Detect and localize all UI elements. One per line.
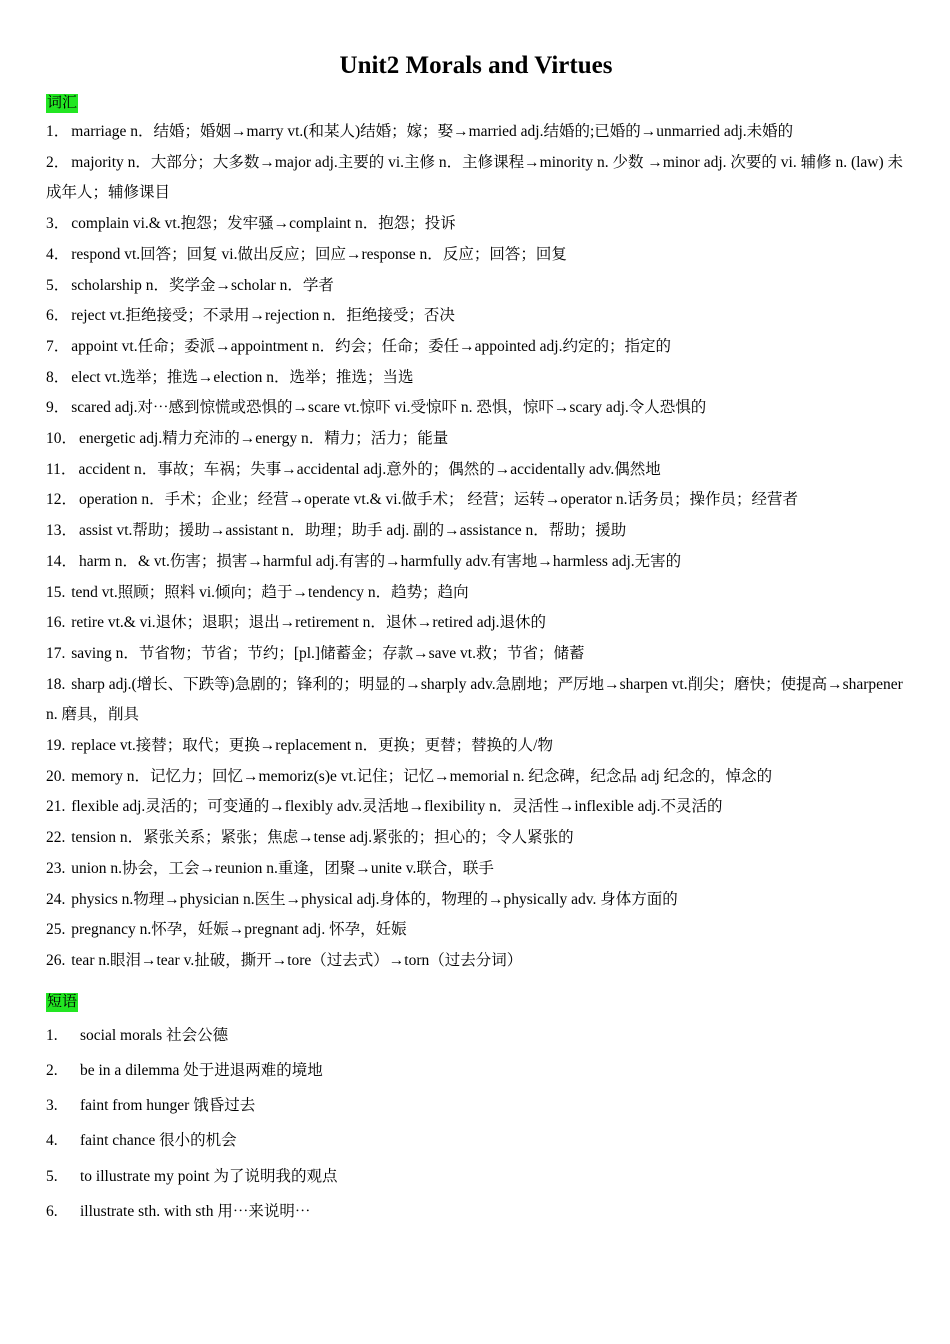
vocab-item-text: physics n.物理→physician n.医生→physical adj.身体的，物理的→physically adv. 身体方面的: [71, 890, 678, 908]
phrase-item: [46, 1159, 906, 1194]
vocab-item-number: 18.: [46, 675, 70, 693]
vocab-item-number: 10．: [46, 430, 78, 448]
phrase-list: [46, 1018, 906, 1229]
vocab-item: [46, 915, 906, 946]
vocab-item: [46, 209, 906, 240]
vocab-item-text: flexible adj.灵活的；可变通的→flexibly adv.灵活地→flexibility n．灵活性→inflexible adj.不灵活的: [71, 798, 723, 816]
vocab-item-number: 9．: [46, 399, 70, 417]
vocab-item-number: 8．: [46, 368, 70, 386]
vocab-section-tag: 词汇: [47, 95, 78, 111]
vocab-item-number: 16.: [46, 614, 70, 632]
vocab-item-number: 2．: [46, 153, 70, 171]
vocab-item-number: 3．: [46, 215, 70, 233]
vocab-item-text: majority n．大部分；大多数→major adj.主要的 vi.主修 n．主修课程→minority n. 少数 →minor adj. 次要的 vi. 辅修 n. (law) 未成年人；辅修课目: [46, 153, 904, 202]
vocab-item-number: 11．: [46, 460, 77, 478]
vocab-item: [46, 271, 906, 302]
vocab-list: [46, 117, 906, 977]
vocab-item-number: 20.: [46, 767, 70, 785]
vocab-item-number: 14．: [46, 552, 78, 570]
vocab-item-number: 7．: [46, 337, 70, 355]
vocab-item-text: operation n．手术；企业；经营→operate vt.& vi.做手术； 经营；运转→operator n.话务员；操作员；经营者: [79, 491, 798, 509]
vocab-item-text: assist vt.帮助；援助→assistant n．助理；助手 adj. 副的→assistance n．帮助；援助: [79, 522, 627, 540]
vocab-item-number: 24.: [46, 890, 70, 908]
phrase-item-text: faint from hunger 饿昏过去: [80, 1097, 256, 1115]
vocab-item: [46, 424, 906, 455]
phrase-item-text: faint chance 很小的机会: [80, 1132, 237, 1150]
vocab-item: [46, 148, 906, 209]
phrase-item-number: 5.: [46, 1167, 58, 1185]
vocab-item-number: 26.: [46, 951, 70, 969]
phrase-item-number: 1.: [46, 1026, 58, 1044]
vocab-item: [46, 117, 906, 148]
vocab-item-number: 19.: [46, 737, 70, 755]
vocab-item-text: retire vt.& vi.退休；退职；退出→retirement n．退休→retired adj.退休的: [71, 614, 547, 632]
vocab-item-text: marriage n．结婚；婚姻→marry vt.(和某人)结婚；嫁；娶→married adj.结婚的;已婚的→unmarried adj.未婚的: [71, 123, 794, 140]
phrase-section: [46, 981, 906, 1229]
vocab-item: [46, 363, 906, 394]
phrase-item-text: to illustrate my point 为了说明我的观点: [80, 1167, 338, 1185]
vocab-item: [46, 731, 906, 762]
vocab-item: [46, 485, 906, 516]
vocab-item: [46, 516, 906, 547]
vocab-item-number: 13．: [46, 522, 78, 540]
vocab-item-text: tend vt.照顾；照料 vi.倾向；趋于→tendency n．趋势；趋向: [71, 583, 469, 601]
vocab-item-text: pregnancy n.怀孕，妊娠→pregnant adj. 怀孕，妊娠: [71, 921, 407, 939]
phrase-section-tag: 短语: [47, 993, 78, 1010]
phrase-item: [46, 1194, 906, 1229]
vocab-item: [46, 240, 906, 271]
vocab-item-text: scared adj.对⋯感到惊慌或恐惧的→scare vt.惊吓 vi.受惊吓 n. 恐惧，惊吓→scary adj.令人恐惧的: [71, 399, 707, 417]
vocab-item-number: 17.: [46, 644, 70, 662]
vocab-item-number: 6．: [46, 307, 70, 325]
vocab-item-text: saving n．节省物；节省；节约；[pl.]储蓄金；存款→save vt.救；节省；储蓄: [71, 644, 585, 662]
phrase-item: [46, 1018, 906, 1053]
vocab-item-text: reject vt.拒绝接受；不录用→rejection n．拒绝接受；否决: [71, 307, 455, 325]
vocab-item-text: respond vt.回答；回复 vi.做出反应；回应→response n．反应；回答；回复: [71, 245, 567, 263]
page-title: Unit2 Morals and Virtues: [339, 52, 613, 79]
vocab-item: [46, 608, 906, 639]
phrase-item-number: 4.: [46, 1132, 58, 1150]
vocab-item-text: complain vi.& vt.抱怨；发牢骚→complaint n．抱怨；投诉: [71, 215, 456, 233]
vocab-item: [46, 762, 906, 793]
vocab-item-text: replace vt.接替；取代；更换→replacement n．更换；更替；替换的人/物: [71, 737, 553, 755]
vocab-item: [46, 332, 906, 363]
vocab-item: [46, 946, 906, 977]
vocab-item-text: memory n．记忆力；回忆→memoriz(s)e vt.记住；记忆→memorial n. 纪念碑，纪念品 adj 纪念的，悼念的: [71, 767, 773, 785]
vocab-item-number: 5．: [46, 276, 70, 294]
vocab-item: [46, 823, 906, 854]
vocab-item: [46, 854, 906, 885]
vocab-item-text: scholarship n．奖学金→scholar n．学者: [71, 276, 334, 294]
vocab-item-text: union n.协会，工会→reunion n.重逢，团聚→unite v.联合，联手: [71, 859, 494, 877]
vocab-item: [46, 639, 906, 670]
phrase-item-text: social morals 社会公德: [80, 1026, 229, 1044]
vocab-item-number: 1．: [46, 123, 70, 140]
vocab-item: [46, 547, 906, 578]
vocab-item-number: 22.: [46, 829, 70, 847]
phrase-item-text: be in a dilemma 处于进退两难的境地: [80, 1061, 323, 1079]
vocab-item-text: accident n．事故；车祸；失事→accidental adj.意外的；偶然的→accidentally adv.偶然地: [78, 460, 661, 478]
vocab-item-text: elect vt.选举；推选→election n．选举；推选；当选: [71, 368, 414, 386]
vocab-item-text: tear n.眼泪→tear v.扯破，撕开→tore（过去式）→torn（过去分词）: [71, 951, 523, 969]
vocab-item: [46, 578, 906, 609]
vocab-item: [46, 455, 906, 486]
vocab-item-text: appoint vt.任命；委派→appointment n．约会；任命；委任→appointed adj.约定的；指定的: [71, 337, 671, 355]
vocab-item-text: energetic adj.精力充沛的→energy n．精力；活力；能量: [79, 430, 449, 448]
vocab-item: [46, 393, 906, 424]
phrase-item: [46, 1123, 906, 1158]
vocab-item-text: tension n．紧张关系；紧张；焦虑→tense adj.紧张的；担心的；令人紧张的: [71, 829, 574, 847]
vocab-item: [46, 885, 906, 916]
phrase-item: [46, 1088, 906, 1123]
vocab-item-text: sharp adj.(增长、下跌等)急剧的；锋利的；明显的→sharply adv.急剧地；严厉地→sharpen vt.削尖；磨快；使提高→sharpener n. 磨具，削具: [46, 675, 903, 724]
vocab-item: [46, 792, 906, 823]
phrase-item: [46, 1053, 906, 1088]
vocab-section: [46, 82, 906, 977]
vocab-item-number: 25.: [46, 921, 70, 939]
vocab-item-number: 21.: [46, 798, 70, 816]
phrase-item-number: 6.: [46, 1202, 58, 1220]
vocab-item-number: 12．: [46, 491, 78, 509]
vocab-item-number: 4．: [46, 245, 70, 263]
document-page: [46, 0, 906, 1229]
vocab-item: [46, 301, 906, 332]
phrase-item-number: 2.: [46, 1061, 58, 1079]
phrase-item-text: illustrate sth. with sth 用⋯来说明⋯: [80, 1202, 311, 1220]
vocab-item-number: 15.: [46, 583, 70, 601]
vocab-item-number: 23.: [46, 859, 70, 877]
phrase-item-number: 3.: [46, 1097, 58, 1115]
vocab-item: [46, 670, 906, 731]
vocab-item-text: harm n．& vt.伤害；损害→harmful adj.有害的→harmfully adv.有害地→harmless adj.无害的: [79, 552, 682, 570]
